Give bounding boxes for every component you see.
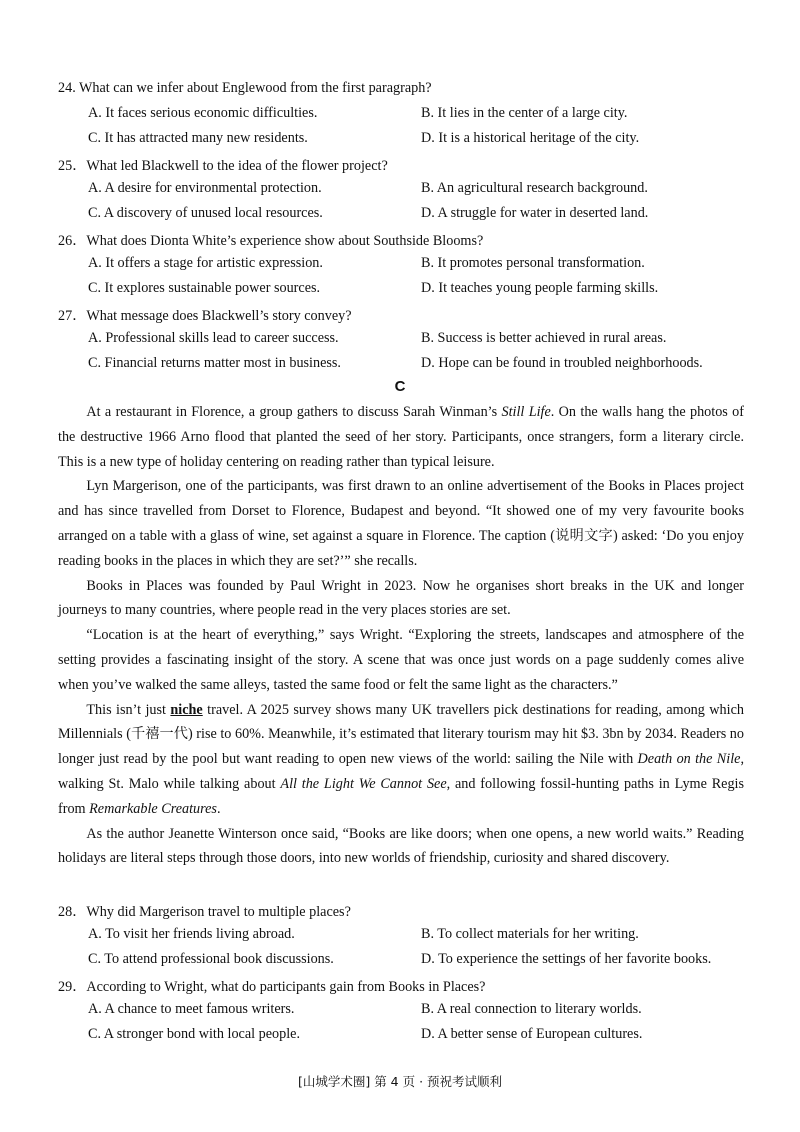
option-d: D. A struggle for water in deserted land. bbox=[421, 205, 649, 221]
option-b: B. It lies in the center of a large city. bbox=[421, 105, 628, 121]
reading-passage bbox=[58, 400, 744, 871]
question-stem: 25．What led Blackwell to the idea of the flower project? bbox=[58, 158, 388, 174]
option-d: D. It is a historical heritage of the city. bbox=[421, 130, 640, 146]
option-a: A. To visit her friends living abroad. bbox=[88, 926, 295, 942]
text: This isn’t just bbox=[86, 701, 171, 718]
option-d: D. It teaches young people farming skills. bbox=[421, 280, 659, 296]
question-stem: 29．According to Wright, what do participants gain from Books in Places? bbox=[58, 979, 486, 995]
paragraph-4: “Location is at the heart of everything,” says Wright. “Exploring the streets, landscapes and atmosphere of the setting provides a fascinating insight of the story. A scene that was once just words on a page suddenly comes alive when you’ve walked the same alleys, tasted the same food or felt the same light as the characters.” bbox=[58, 627, 744, 693]
text: At a restaurant in Florence, a group gathers to discuss Sarah Winman’s bbox=[86, 404, 502, 420]
option-b: B. To collect materials for her writing. bbox=[421, 926, 639, 942]
question-stem: 24. What can we infer about Englewood from the first paragraph? bbox=[58, 80, 432, 96]
text: travel. A 2025 survey shows many UK travellers pick destinations for reading, among which Millennials (千禧一代) rise to 60%. Meanwhile, it’s estimated that literary tourism may hit $3. 3bn by 2034. Readers no longer just read by the pool but want reading to open new views of the world: sailing the Nile with bbox=[58, 701, 744, 768]
page-footer: [山城学术圈] 第 4 页 · 预祝考试顺利 bbox=[297, 1074, 503, 1089]
book-title: All the Light We Cannot See bbox=[280, 775, 447, 792]
option-c: C. It has attracted many new residents. bbox=[88, 130, 308, 146]
option-d: D. Hope can be found in troubled neighborhoods. bbox=[421, 355, 703, 371]
option-d: D. To experience the settings of her favorite books. bbox=[421, 951, 712, 967]
paragraph-6: As the author Jeanette Winterson once said, “Books are like doors; when one opens, a new world waits.” Reading holidays are literal steps through those doors, into new worlds of friendship, curiosity and shared discovery. bbox=[58, 825, 744, 867]
option-b: B. It promotes personal transformation. bbox=[421, 255, 645, 271]
option-c: C. Financial returns matter most in business. bbox=[88, 355, 341, 371]
question-stem: 27．What message does Blackwell’s story convey? bbox=[58, 308, 352, 324]
option-d: D. A better sense of European cultures. bbox=[421, 1026, 643, 1042]
text: , walking St. Malo while talking about bbox=[58, 751, 744, 792]
option-a: A. A desire for environmental protection. bbox=[88, 180, 322, 196]
paragraph-2: Lyn Margerison, one of the participants, was first drawn to an online advertisement of the Books in Places project and has since travelled from Dorset to Florence, Budapest and beyond. “It showed one of my very favourite books arranged on a table with a glass of wine, set against a square in Florence. The caption (说明文字) asked: ‘Do you enjoy reading books in the places in which they are set?’” she recalls. bbox=[58, 478, 744, 569]
book-title: Death on the Nile bbox=[637, 751, 741, 768]
option-a: A. It faces serious economic difficulties. bbox=[88, 105, 318, 121]
option-a: A. Professional skills lead to career success. bbox=[88, 330, 339, 346]
paragraph-1 bbox=[58, 400, 744, 474]
book-title: Remarkable Creatures bbox=[89, 800, 217, 817]
paragraph-3: Books in Places was founded by Paul Wright in 2023. Now he organises short breaks in the UK and longer journeys to many countries, where people read in the very places stories are set. bbox=[58, 577, 744, 619]
book-title: Still Life bbox=[501, 404, 551, 420]
option-b: B. An agricultural research background. bbox=[421, 180, 648, 196]
option-c: C. A stronger bond with local people. bbox=[88, 1026, 300, 1042]
question-stem: 26．What does Dionta White’s experience show about Southside Blooms? bbox=[58, 233, 484, 249]
option-b: B. Success is better achieved in rural areas. bbox=[421, 330, 667, 346]
section-title: C bbox=[394, 378, 406, 395]
underlined-word: niche bbox=[170, 701, 203, 718]
text: . On the walls hang the photos of the destructive 1966 Arno flood that planted the seed of her story. Participants, once strangers, form a literary circle. This is a new type of holiday centering on reading rather than typical leisure. bbox=[58, 404, 745, 470]
text: , and following fossil-hunting paths in Lyme Regis from bbox=[58, 775, 745, 817]
option-a: A. A chance to meet famous writers. bbox=[88, 1001, 295, 1017]
question-stem: 28．Why did Margerison travel to multiple places? bbox=[58, 904, 351, 920]
text: . bbox=[216, 800, 221, 817]
option-c: C. To attend professional book discussions. bbox=[88, 951, 334, 967]
option-c: C. A discovery of unused local resources. bbox=[88, 205, 323, 221]
option-a: A. It offers a stage for artistic expression. bbox=[88, 255, 323, 271]
paragraph-5 bbox=[58, 698, 744, 822]
option-c: C. It explores sustainable power sources. bbox=[88, 280, 321, 296]
option-b: B. A real connection to literary worlds. bbox=[421, 1001, 642, 1017]
